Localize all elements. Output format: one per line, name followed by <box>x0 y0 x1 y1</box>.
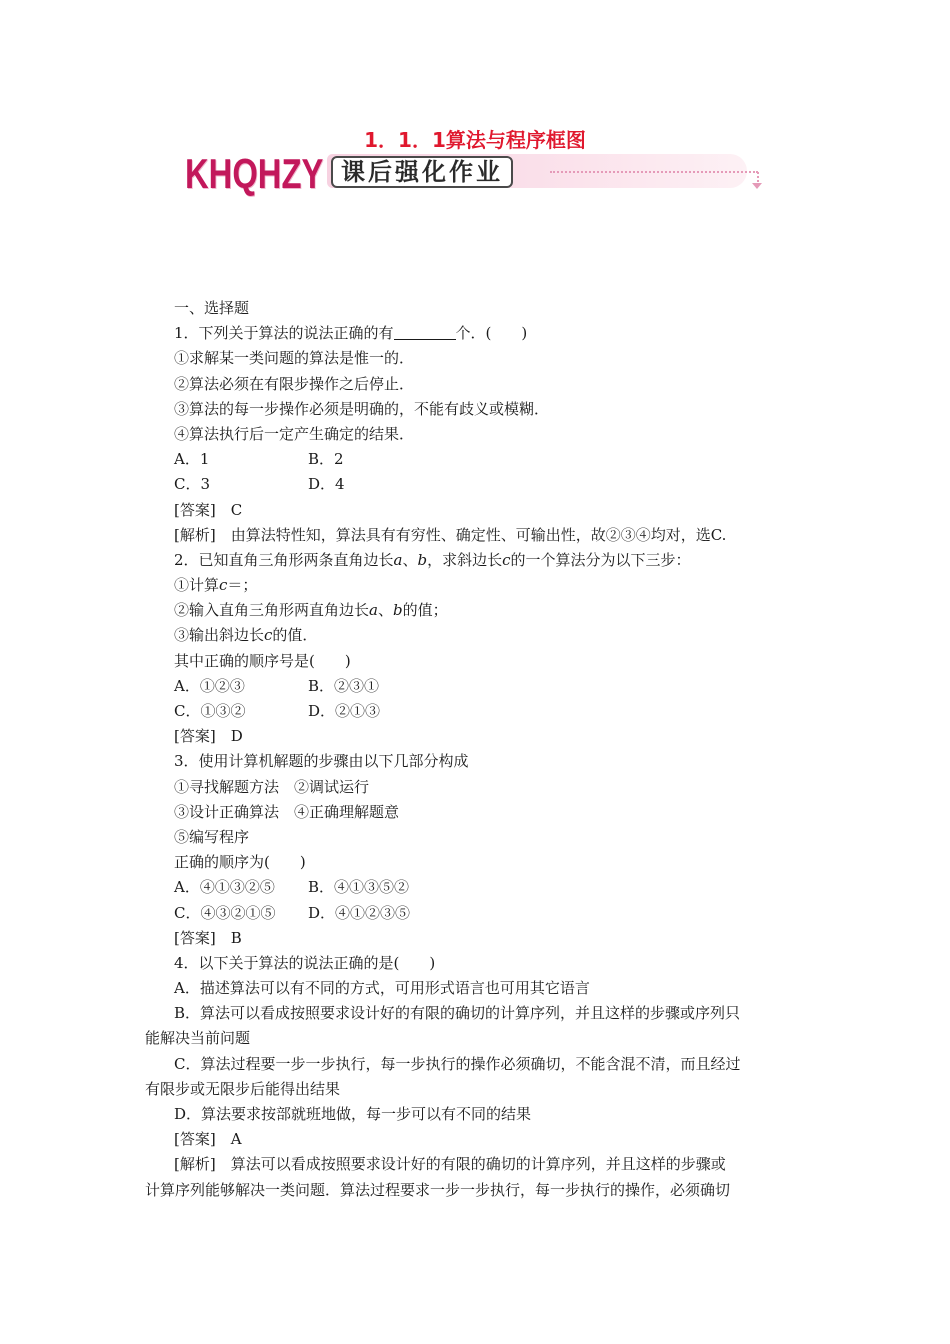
section-heading: 一、选择题 <box>174 299 250 317</box>
option-b: B．算法可以看成按照要求设计好的有限的确切的计算序列，并且这样的步骤或序列只 <box>174 1004 741 1023</box>
question-4-analysis: [解析] 算法可以看成按照要求设计好的有限的确切的计算序列，并且这样的步骤或 <box>174 1155 726 1174</box>
option-b: B．②③① <box>308 676 380 695</box>
option-a: A．④①③②⑤ <box>174 878 275 897</box>
banner-logo: KHQHZY <box>185 150 324 197</box>
answer-blank <box>394 325 456 340</box>
option-b-continued: 能解决当前问题 <box>145 1029 251 1048</box>
question-3-item: ①寻找解题方法 ②调试运行 <box>174 777 370 796</box>
question-1-answer: [答案] C <box>174 500 243 519</box>
question-2-answer: [答案] D <box>174 727 243 746</box>
banner-dotted-line <box>550 171 758 173</box>
option-c: C．算法过程要一步一步执行，每一步执行的操作必须确切，不能含混不清，而且经过 <box>174 1054 741 1073</box>
arrow-down-icon <box>752 183 762 189</box>
option-d: D．④①②③⑤ <box>308 903 411 922</box>
question-2-options <box>174 699 814 724</box>
question-3-question: 正确的顺序为( ) <box>174 853 306 872</box>
option-c: C．3 <box>174 475 211 494</box>
option-a: A．①②③ <box>174 676 245 695</box>
option-d: D．②①③ <box>308 702 381 720</box>
question-3-options <box>174 901 814 926</box>
exercise-content <box>145 296 814 1203</box>
question-1-analysis: [解析] 由算法特性知，算法具有有穷性、确定性、可输出性，故②③④均对，选C. <box>174 525 727 544</box>
question-1-item: ①求解某一类问题的算法是惟一的． <box>174 349 415 368</box>
option-b: B．2 <box>308 450 344 469</box>
question-1-options <box>174 472 814 497</box>
question-3-answer: [答案] B <box>174 928 242 947</box>
question-1-item: ③算法的每一步操作必须是明确的，不能有歧义或模糊． <box>174 399 550 418</box>
question-1-item: ④算法执行后一定产生确定的结果． <box>174 424 415 443</box>
question-3-item: ③设计正确算法 ④正确理解题意 <box>174 802 400 821</box>
banner-tag: 课后强化作业 <box>331 156 513 188</box>
option-a: A．1 <box>174 450 210 469</box>
option-d: D．算法要求按部就班地做，每一步可以有不同的结果 <box>174 1105 532 1123</box>
option-b: B．④①③⑤② <box>308 878 410 897</box>
question-2-item: ①计算c＝； <box>174 576 258 595</box>
question-3-options <box>174 875 814 900</box>
question-1-item: ②算法必须在有限步操作之后停止． <box>174 374 415 393</box>
question-2-item: ③输出斜边长c的值． <box>174 626 318 645</box>
page-title: 1．1．1算法与程序框图 <box>364 128 586 152</box>
option-d: D．4 <box>308 475 345 494</box>
question-2-stem: 2．已知直角三角形两条直角边长a、b，求斜边长c的一个算法分为以下三步： <box>174 550 691 569</box>
question-1-stem: 1．下列关于算法的说法正确的有 个．( ) <box>174 324 528 343</box>
option-c: C．④③②①⑤ <box>174 903 276 922</box>
question-2-options <box>174 674 814 699</box>
question-3-stem: 3．使用计算机解题的步骤由以下几部分构成 <box>174 752 469 771</box>
option-c: C．①③② <box>174 702 246 720</box>
question-4-answer: [答案] A <box>174 1130 242 1149</box>
question-2-item: ②输入直角三角形两直角边长a、b的值； <box>174 601 448 620</box>
question-2-question: 其中正确的顺序号是( ) <box>174 651 351 670</box>
option-c-continued: 有限步或无限步后能得出结果 <box>145 1079 341 1098</box>
question-4-analysis-continued: 计算序列能够解决一类问题．算法过程要求一步一步执行，每一步执行的操作，必须确切 <box>145 1180 731 1199</box>
option-a: A．描述算法可以有不同的方式，可用形式语言也可用其它语言 <box>174 979 590 998</box>
question-4-stem: 4．以下关于算法的说法正确的是( ) <box>174 953 436 972</box>
homework-banner <box>185 150 765 200</box>
question-3-item: ⑤编写程序 <box>174 827 250 846</box>
question-1-options <box>174 447 814 472</box>
